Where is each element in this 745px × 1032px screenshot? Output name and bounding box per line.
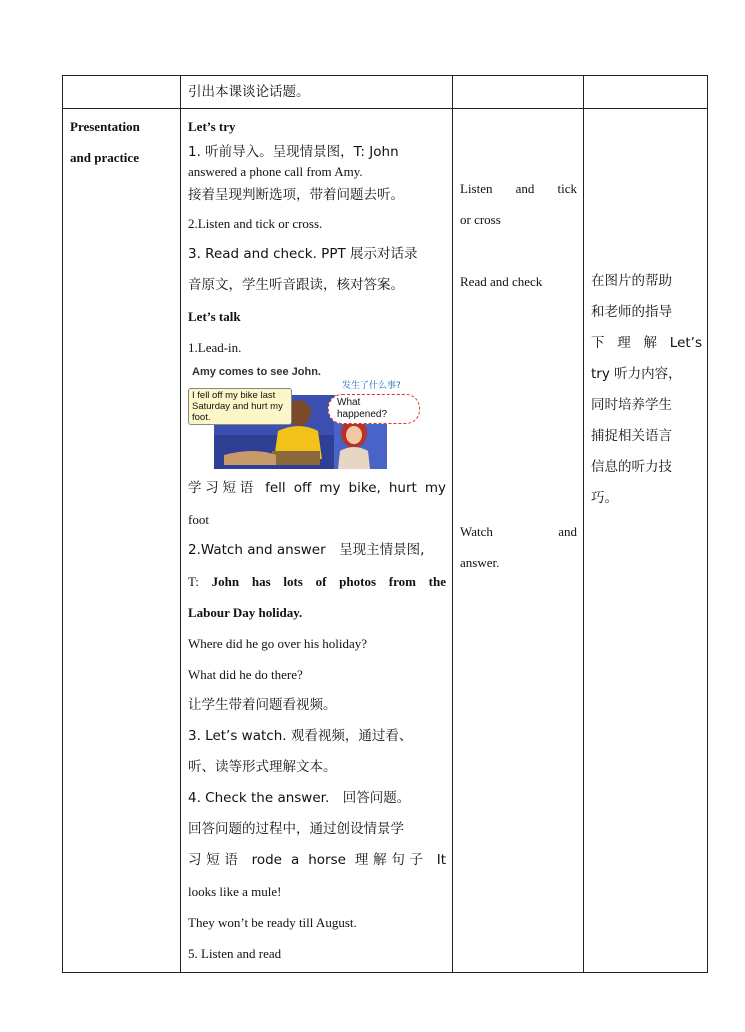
lets-try-heading: Let’s try	[188, 119, 236, 134]
watch-line-b	[188, 566, 446, 597]
step3-line-b: 音原文，学生听音跟读，核对答案。	[188, 277, 404, 293]
watch-line-a: 2.Watch and answer 呈现主情景图,	[188, 542, 425, 558]
purpose-cell	[584, 109, 708, 973]
activity-watch: Watch and	[460, 524, 577, 539]
step1-line-a: 1. 听前导入。呈现情景图，T: John	[188, 144, 399, 160]
activity-or-cross: or cross	[460, 212, 501, 227]
listen-read-text: 5. Listen and read	[188, 946, 282, 961]
image-caption: Amy comes to see John.	[192, 366, 321, 378]
answer-line-c: looks like a mule!	[188, 884, 282, 899]
leadin-text: 1.Lead-in.	[188, 340, 242, 355]
question-2: What did he do there?	[188, 667, 303, 682]
intro-text: 引出本课谈论话题。	[188, 84, 310, 100]
content-cell-intro	[181, 76, 453, 109]
stage-cell	[63, 109, 181, 973]
purpose-line-3: 下 理 解 Let’s	[591, 335, 702, 351]
video-instruction: 让学生带着问题看视频。	[188, 697, 337, 713]
activity-answer: answer.	[460, 555, 500, 570]
purpose-line-2: 和老师的指导	[591, 304, 672, 320]
phrase-line-a: 学习短语 fell off my bike, hurt my	[188, 480, 446, 496]
watch-line-c: Labour Day holiday.	[188, 605, 303, 620]
stage-cell-empty	[63, 76, 181, 109]
scene-image	[188, 365, 420, 469]
purpose-line-7: 信息的听力技	[591, 459, 672, 475]
letswatch-line-a: 3. Let’s watch. 观看视频，通过看、	[188, 728, 413, 744]
lesson-plan-table	[62, 75, 708, 973]
purpose-cell-empty	[584, 76, 708, 109]
step2-text: 2.Listen and tick or cross.	[188, 216, 323, 231]
content-cell	[181, 109, 453, 973]
table-row-presentation	[63, 109, 708, 973]
activity-cell-empty	[453, 76, 584, 109]
purpose-line-1: 在图片的帮助	[591, 273, 672, 289]
watch-line-b-bold: John has lots of photos from the	[211, 574, 446, 589]
answer-line-a: 回答问题的过程中，通过创设情景学	[188, 821, 404, 837]
answer-line-b: 习短语 rode a horse 理解句子 It	[188, 852, 446, 868]
speech-bubble-john: I fell off my bike last Saturday and hurt my foot.	[188, 388, 292, 425]
watch-line-b-prefix: T:	[188, 574, 199, 589]
step1-line-c: 接着呈现判断选项，带着问题去听。	[188, 187, 404, 203]
stage-label-2: and practice	[70, 150, 139, 165]
purpose-line-5: 同时培养学生	[591, 397, 672, 413]
step3-line-a: 3. Read and check. PPT 展示对话录	[188, 246, 418, 262]
letswatch-line-b: 听、读等形式理解文本。	[188, 759, 337, 775]
purpose-line-6: 捕捉相关语言	[591, 428, 672, 444]
activity-cell	[453, 109, 584, 973]
question-1: Where did he go over his holiday?	[188, 636, 368, 651]
activity-read-check: Read and check	[460, 274, 543, 289]
stage-label-1: Presentation	[70, 119, 140, 134]
check-answer-text: 4. Check the answer. 回答问题。	[188, 790, 411, 806]
purpose-line-4: try 听力内容，	[591, 366, 682, 382]
speech-bubble-amy: What happened?	[328, 394, 420, 424]
table-row-intro	[63, 76, 708, 109]
phrase-line-b: foot	[188, 512, 209, 527]
step1-line-b: answered a phone call from Amy.	[188, 164, 363, 179]
lets-talk-heading: Let’s talk	[188, 309, 241, 324]
activity-listen-tick: Listen and tick	[460, 181, 577, 196]
ready-text: They won’t be ready till August.	[188, 915, 357, 930]
image-zh-caption: 发生了什么事?	[342, 381, 401, 391]
purpose-line-8: 巧。	[591, 490, 618, 506]
